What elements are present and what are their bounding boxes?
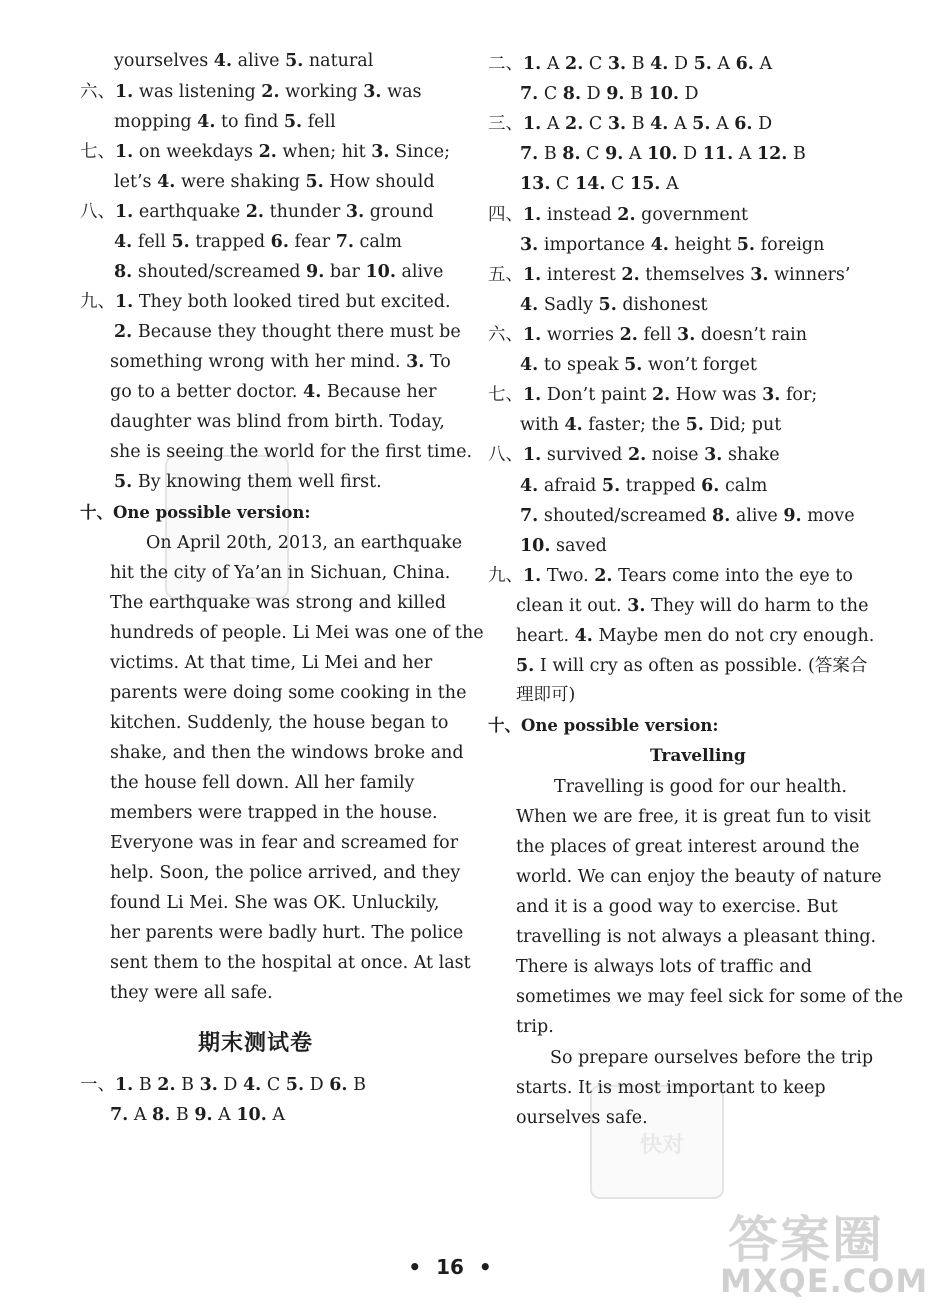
answer-line: 4. to speak 5. won’t forget — [520, 355, 757, 375]
answer-line: 3. importance 4. height 5. foreign — [520, 235, 825, 255]
answer-line: 七、1. on weekdays 2. when; hit 3. Since; — [80, 142, 450, 162]
answer-line: 三、1. A 2. C 3. B 4. A 5. A 6. D — [488, 114, 773, 134]
essay-line: they were all safe. — [110, 983, 273, 1003]
essay-line: victims. At that time, Li Mei and her — [110, 653, 433, 673]
page-number-value: 16 — [436, 1255, 464, 1279]
essay-line: the places of great interest around the — [516, 837, 860, 857]
answer-line: 7. B 8. C 9. A 10. D 11. A 12. B — [520, 144, 806, 164]
answer-line: 5. By knowing them well first. — [114, 472, 382, 492]
watermark-url: MXQE.COM — [720, 1262, 928, 1300]
answer-line: mopping 4. to find 5. fell — [114, 112, 336, 132]
answer-line: 一、1. B 2. B 3. D 4. C 5. D 6. B — [80, 1075, 366, 1095]
essay-line: kitchen. Suddenly, the house began to — [110, 713, 449, 733]
essay-line: shake, and then the windows broke and — [110, 743, 464, 763]
answer-line: clean it out. 3. They will do harm to the — [516, 596, 869, 616]
essay-line: world. We can enjoy the beauty of nature — [516, 867, 882, 887]
answer-line: heart. 4. Maybe men do not cry enough. — [516, 626, 875, 646]
essay-line: the house fell down. All her family — [110, 773, 415, 793]
essay-line: starts. It is most important to keep — [516, 1078, 826, 1098]
answer-line: 7. C 8. D 9. B 10. D — [520, 84, 699, 104]
essay-line: sent them to the hospital at once. At last — [110, 953, 471, 973]
essay-line: travelling is not always a pleasant thing. — [516, 927, 877, 947]
answer-line: 理即可) — [516, 685, 576, 705]
answer-line: 九、1. Two. 2. Tears come into the eye to — [488, 566, 853, 586]
bullet-right: • — [478, 1255, 492, 1279]
essay-line: When we are free, it is great fun to visit — [516, 807, 871, 827]
answer-line: 2. Because they thought there must be — [114, 322, 461, 342]
page-number — [0, 1255, 900, 1279]
essay-line: The earthquake was strong and killed — [110, 593, 447, 613]
answer-line: let’s 4. were shaking 5. How should — [114, 172, 435, 192]
essay-line: Travelling is good for our health. — [554, 777, 847, 797]
essay-title: Travelling — [650, 746, 746, 766]
essay-line: There is always lots of traffic and — [516, 957, 813, 977]
answer-line: daughter was blind from birth. Today, — [110, 412, 445, 432]
section-title: 期末测试卷 — [198, 1031, 314, 1056]
answer-line: 七、1. Don’t paint 2. How was 3. for; — [488, 385, 818, 405]
answer-line: 二、1. A 2. C 3. B 4. D 5. A 6. A — [488, 54, 773, 74]
answer-line: 7. A 8. B 9. A 10. A — [110, 1105, 286, 1125]
answer-line: she is seeing the world for the first time. — [110, 442, 473, 462]
essay-line: hundreds of people. Li Mei was one of the — [110, 623, 484, 643]
answer-line: 10. saved — [520, 536, 607, 556]
answer-line: 4. fell 5. trapped 6. fear 7. calm — [114, 232, 402, 252]
answer-line: yourselves 4. alive 5. natural — [114, 51, 374, 71]
essay-line: help. Soon, the police arrived, and they — [110, 863, 461, 883]
answer-line: 四、1. instead 2. government — [488, 205, 748, 225]
essay-line: trip. — [516, 1017, 554, 1037]
essay-line: Everyone was in fear and screamed for — [110, 833, 459, 853]
answer-line: with 4. faster; the 5. Did; put — [520, 415, 782, 435]
composition-label: 十、One possible version: — [488, 716, 719, 735]
watermark-stamp: 快对 — [640, 1133, 685, 1158]
answer-line: 4. afraid 5. trapped 6. calm — [520, 476, 768, 496]
answer-line: 7. shouted/screamed 8. alive 9. move — [520, 506, 855, 526]
answer-line: 5. I will cry as often as possible. (答案合 — [516, 656, 868, 676]
answer-line: 九、1. They both looked tired but excited. — [80, 292, 451, 312]
answer-line: 13. C 14. C 15. A — [520, 174, 679, 194]
answer-line: 4. Sadly 5. dishonest — [520, 295, 708, 315]
essay-line: ourselves safe. — [516, 1108, 648, 1128]
essay-line: sometimes we may feel sick for some of the — [516, 987, 904, 1007]
answer-line: 8. shouted/screamed 9. bar 10. alive — [114, 262, 444, 282]
essay-line: parents were doing some cooking in the — [110, 683, 467, 703]
essay-line: So prepare ourselves before the trip — [550, 1048, 874, 1068]
answer-line: something wrong with her mind. 3. To — [110, 352, 451, 372]
essay-line: and it is a good way to exercise. But — [516, 897, 838, 917]
essay-line: On April 20th, 2013, an earthquake — [146, 533, 463, 553]
answer-line: go to a better doctor. 4. Because her — [110, 382, 437, 402]
composition-label: 十、One possible version: — [80, 503, 311, 522]
right-column — [470, 0, 904, 1303]
essay-line: members were trapped in the house. — [110, 803, 438, 823]
watermark-logo: 答案圈 — [728, 1211, 884, 1269]
answer-line: 八、1. earthquake 2. thunder 3. ground — [80, 202, 434, 222]
bullet-left: • — [408, 1255, 422, 1279]
answer-line: 六、1. was listening 2. working 3. was — [80, 82, 422, 102]
essay-line: found Li Mei. She was OK. Unluckily, — [110, 893, 440, 913]
essay-line: hit the city of Ya’an in Sichuan, China. — [110, 563, 451, 583]
answer-line: 五、1. interest 2. themselves 3. winners’ — [488, 265, 851, 285]
essay-line: her parents were badly hurt. The police — [110, 923, 464, 943]
answer-line: 六、1. worries 2. fell 3. doesn’t rain — [488, 325, 808, 345]
answer-line: 八、1. survived 2. noise 3. shake — [488, 445, 780, 465]
